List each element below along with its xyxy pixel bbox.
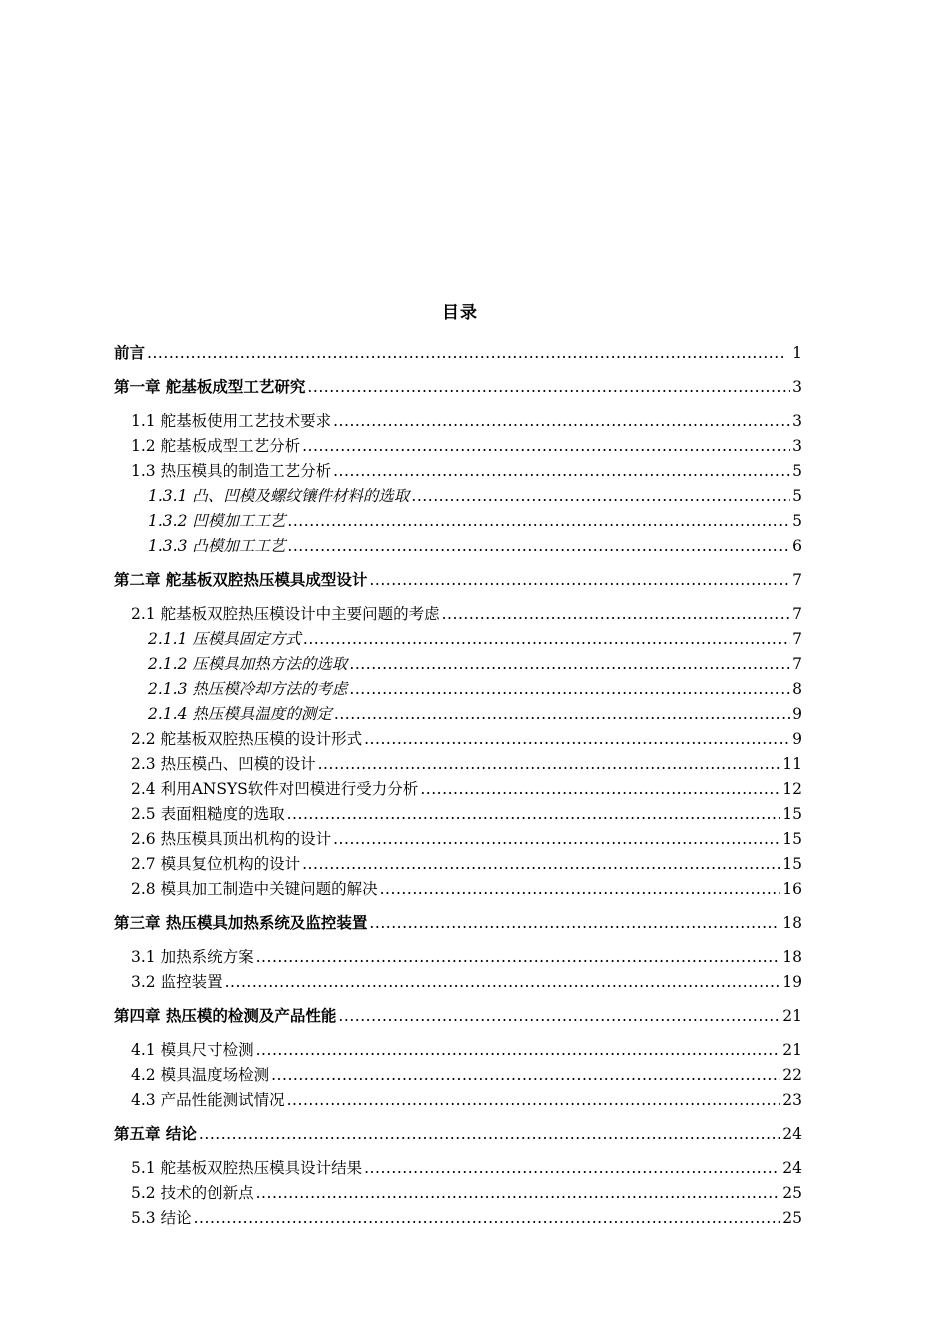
toc-leader-dots	[333, 828, 780, 850]
toc-leader-dots	[349, 653, 790, 675]
toc-section-entry	[0, 410, 950, 432]
toc-page-number: 15	[782, 855, 802, 873]
toc-section-entry	[0, 778, 950, 800]
toc-entry-label: 第二章 舵基板双腔热压模具成型设计	[114, 571, 368, 589]
toc-section-entry	[0, 971, 950, 993]
toc-leader-dots	[194, 1207, 781, 1229]
toc-entry-label: 4.1 模具尺寸检测	[131, 1041, 254, 1059]
toc-leader-dots	[256, 946, 781, 968]
toc-page-number: 23	[782, 1091, 802, 1109]
toc-leader-dots	[302, 853, 780, 875]
toc-title: 目录	[442, 303, 478, 323]
toc-page-number: 6	[792, 537, 802, 555]
toc-entry-label: 4.2 模具温度场检测	[131, 1066, 270, 1084]
toc-page-number: 7	[792, 605, 802, 623]
toc-leader-dots	[271, 1064, 780, 1086]
toc-section-entry	[0, 878, 950, 900]
toc-subsection-entry	[0, 653, 950, 675]
toc-section-entry	[0, 753, 950, 775]
toc-page-number: 15	[782, 830, 802, 848]
toc-section-entry	[0, 946, 950, 968]
toc-entry-label: 第三章 热压模具加热系统及监控装置	[114, 914, 368, 932]
toc-page-number: 9	[792, 730, 802, 748]
toc-leader-dots	[287, 1089, 781, 1111]
toc-subsection-entry	[0, 703, 950, 725]
toc-leader-dots	[334, 703, 790, 725]
toc-chapter-entry	[0, 569, 950, 591]
toc-section-entry	[0, 1182, 950, 1204]
toc-entry-label: 1.3.1 凸、凹模及螺纹镶件材料的选取	[148, 487, 410, 505]
toc-leader-dots	[333, 410, 790, 432]
toc-page-number: 7	[792, 571, 802, 589]
toc-leader-dots	[338, 1005, 780, 1027]
toc-subsection-entry	[0, 628, 950, 650]
toc-chapter-entry	[0, 1123, 950, 1145]
toc-leader-dots	[349, 678, 790, 700]
toc-section-entry	[0, 1039, 950, 1061]
toc-page-number: 3	[792, 412, 802, 430]
toc-entry-label: 1.1 舵基板使用工艺技术要求	[131, 412, 332, 430]
toc-entry-label: 2.5 表面粗糙度的选取	[131, 805, 285, 823]
toc-entry-label: 第一章 舵基板成型工艺研究	[114, 378, 306, 396]
toc-chapter-entry	[0, 342, 950, 364]
toc-page-number: 25	[782, 1184, 802, 1202]
toc-leader-dots	[303, 628, 790, 650]
toc-leader-dots	[287, 803, 781, 825]
toc-leader-dots	[369, 569, 790, 591]
toc-page-number: 24	[782, 1125, 802, 1143]
toc-entry-label: 1.3.3 凸模加工工艺	[148, 537, 286, 555]
toc-leader-dots	[369, 912, 780, 934]
toc-section-entry	[0, 1207, 950, 1229]
toc-page-number: 1	[792, 344, 802, 362]
toc-leader-dots	[287, 535, 790, 557]
toc-page-number: 12	[782, 780, 802, 798]
toc-section-entry	[0, 853, 950, 875]
toc-page-number: 19	[782, 973, 802, 991]
toc-entry-label: 2.4 利用ANSYS软件对凹模进行受力分析	[131, 780, 419, 798]
toc-leader-dots	[318, 753, 781, 775]
toc-leader-dots	[380, 878, 781, 900]
toc-chapter-entry	[0, 376, 950, 398]
toc-leader-dots	[225, 971, 781, 993]
toc-subsection-entry	[0, 678, 950, 700]
toc-page-number: 24	[782, 1159, 802, 1177]
toc-section-entry	[0, 1089, 950, 1111]
toc-leader-dots	[302, 435, 790, 457]
toc-entry-label: 前言	[114, 344, 146, 362]
toc-leader-dots	[442, 603, 791, 625]
toc-page-number: 11	[782, 755, 802, 773]
toc-entry-label: 2.1.1 压模具固定方式	[148, 630, 301, 648]
toc-entry-label: 5.3 结论	[131, 1209, 192, 1227]
toc-entry-label: 5.2 技术的创新点	[131, 1184, 254, 1202]
toc-page-number: 9	[792, 705, 802, 723]
toc-entry-label: 第四章 热压模的检测及产品性能	[114, 1007, 337, 1025]
toc-chapter-entry	[0, 1005, 950, 1027]
toc-page-number: 5	[792, 462, 802, 480]
toc-entry-label: 2.3 热压模凸、凹模的设计	[131, 755, 316, 773]
toc-entry-label: 2.7 模具复位机构的设计	[131, 855, 301, 873]
toc-chapter-entry	[0, 912, 950, 934]
toc-page-number: 22	[782, 1066, 802, 1084]
toc-leader-dots	[199, 1123, 780, 1145]
toc-section-entry	[0, 1157, 950, 1179]
toc-leader-dots	[256, 1039, 781, 1061]
toc-page-number: 8	[792, 680, 802, 698]
toc-leader-dots	[307, 376, 790, 398]
toc-leader-dots	[411, 485, 790, 507]
toc-entry-label: 2.1.3 热压模冷却方法的考虑	[148, 680, 348, 698]
toc-entry-label: 2.1 舵基板双腔热压模设计中主要问题的考虑	[131, 605, 440, 623]
toc-leader-dots	[147, 342, 790, 364]
toc-page-number: 25	[782, 1209, 802, 1227]
toc-leader-dots	[420, 778, 780, 800]
toc-entry-label: 第五章 结论	[114, 1125, 197, 1143]
toc-section-entry	[0, 460, 950, 482]
toc-section-entry	[0, 728, 950, 750]
toc-entry-label: 1.2 舵基板成型工艺分析	[131, 437, 301, 455]
toc-page-number: 18	[782, 914, 802, 932]
toc-entry-label: 3.1 加热系统方案	[131, 948, 254, 966]
toc-entry-label: 2.6 热压模具顶出机构的设计	[131, 830, 332, 848]
toc-page-number: 5	[792, 487, 802, 505]
toc-subsection-entry	[0, 535, 950, 557]
toc-entry-label: 2.2 舵基板双腔热压模的设计形式	[131, 730, 363, 748]
toc-page-number: 3	[792, 378, 802, 396]
toc-entry-label: 2.8 模具加工制造中关键问题的解决	[131, 880, 378, 898]
toc-page-number: 3	[792, 437, 802, 455]
toc-entry-label: 1.3.2 凹模加工工艺	[148, 512, 286, 530]
toc-leader-dots	[333, 460, 790, 482]
toc-entry-label: 5.1 舵基板双腔热压模具设计结果	[131, 1159, 363, 1177]
toc-section-entry	[0, 803, 950, 825]
toc-section-entry	[0, 1064, 950, 1086]
toc-entry-label: 2.1.4 热压模具温度的测定	[148, 705, 332, 723]
toc-leader-dots	[287, 510, 790, 532]
toc-subsection-entry	[0, 510, 950, 532]
toc-page-number: 7	[792, 630, 802, 648]
toc-entry-label: 2.1.2 压模具加热方法的选取	[148, 655, 348, 673]
toc-section-entry	[0, 603, 950, 625]
toc-entry-label: 4.3 产品性能测试情况	[131, 1091, 285, 1109]
toc-section-entry	[0, 828, 950, 850]
toc-page-number: 18	[782, 948, 802, 966]
toc-page-number: 5	[792, 512, 802, 530]
toc-page-number: 16	[782, 880, 802, 898]
toc-page-number: 15	[782, 805, 802, 823]
toc-entry-label: 1.3 热压模具的制造工艺分析	[131, 462, 332, 480]
toc-page-number: 21	[782, 1041, 802, 1059]
toc-page-number: 7	[792, 655, 802, 673]
toc-subsection-entry	[0, 485, 950, 507]
toc-page-number: 21	[782, 1007, 802, 1025]
toc-leader-dots	[364, 1157, 780, 1179]
toc-leader-dots	[364, 728, 790, 750]
toc-entry-label: 3.2 监控装置	[131, 973, 223, 991]
toc-leader-dots	[256, 1182, 781, 1204]
toc-section-entry	[0, 435, 950, 457]
